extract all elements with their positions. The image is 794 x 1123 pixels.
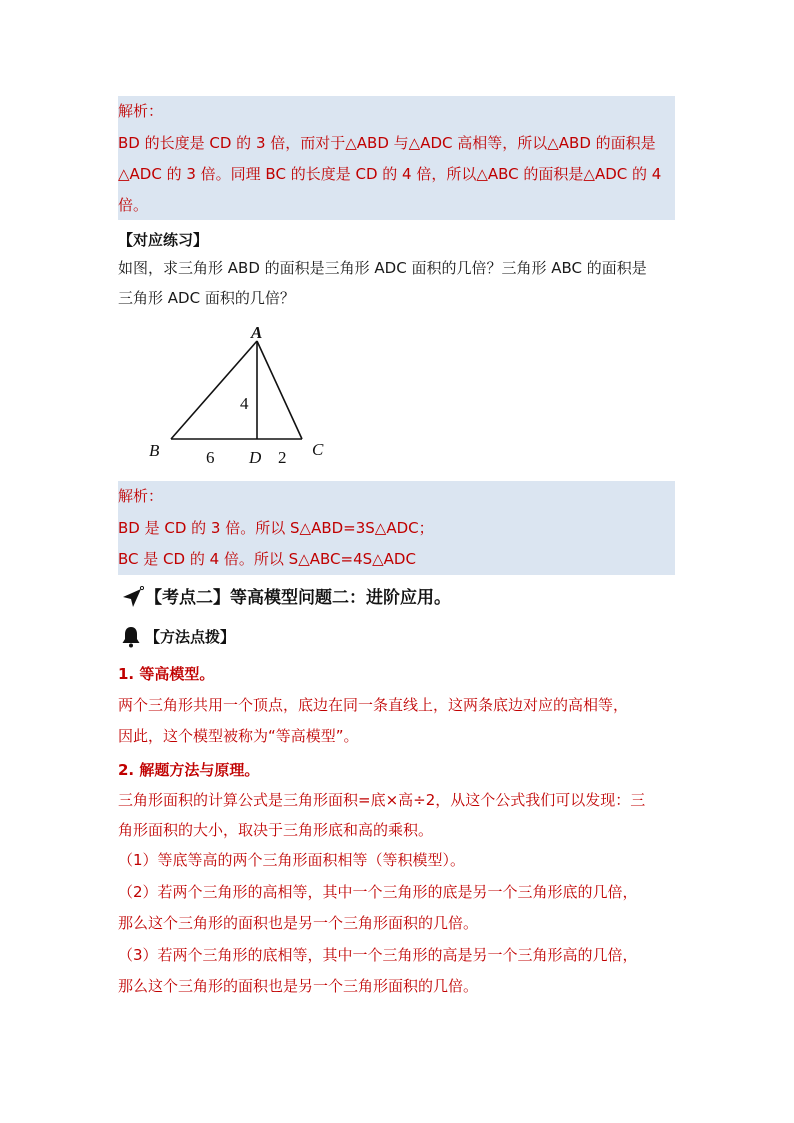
point-2-text: 三角形面积的计算公式是三角形面积=底×高÷2，从这个公式我们可以发现：三	[118, 791, 646, 809]
vertex-a-label: A	[251, 323, 263, 342]
method-title: 【方法点拨】	[145, 628, 236, 646]
analysis-line: BD 是 CD 的 3 倍。所以 S△ABD=3S△ADC；	[118, 519, 434, 537]
practice-title: 【对应练习】	[118, 231, 209, 249]
side-ab	[171, 341, 257, 439]
analysis-line: △ADC 的 3 倍。同理 BC 的长度是 CD 的 4 倍，所以△ABC 的面积是△ADC 的 4	[118, 165, 662, 183]
analysis-line: 倍。	[118, 196, 149, 214]
point-1-text: 两个三角形共用一个顶点，底边在同一条直线上，这两条底边对应的高相等，	[118, 696, 629, 714]
bd-length-label: 6	[206, 448, 215, 467]
point-1-title: 1. 等高模型。	[118, 665, 215, 683]
point-2-title: 2. 解题方法与原理。	[118, 761, 260, 779]
point-1-text: 因此，这个模型被称为“等高模型”。	[118, 727, 359, 745]
analysis-line: BC 是 CD 的 4 倍。所以 S△ABC=4S△ADC	[118, 550, 416, 568]
analysis-label: 解析：	[118, 102, 164, 120]
point-d-label: D	[249, 448, 262, 467]
bell-icon	[121, 626, 141, 648]
analysis-line: BD 的长度是 CD 的 3 倍，而对于△ABD 与△ADC 高相等，所以△ABD 的面积是	[118, 134, 656, 152]
point-2-text: （3）若两个三角形的底相等，其中一个三角形的高是另一个三角形高的几倍，	[118, 946, 638, 964]
point-2-text: 角形面积的大小，取决于三角形底和高的乘积。	[118, 821, 434, 839]
practice-question: 三角形 ADC 面积的几倍？	[118, 289, 295, 307]
vertex-c-label: C	[312, 440, 324, 459]
point-2-text: 那么这个三角形的面积也是另一个三角形面积的几倍。	[118, 977, 479, 995]
height-label: 4	[240, 394, 249, 413]
section-title: 【考点二】等高模型问题二：进阶应用。	[145, 588, 451, 608]
point-2-text: （1）等底等高的两个三角形面积相等（等积模型）。	[118, 851, 466, 869]
side-ac	[257, 341, 302, 439]
vertex-b-label: B	[149, 441, 160, 460]
dc-length-label: 2	[278, 448, 287, 467]
practice-question: 如图，求三角形 ABD 的面积是三角形 ADC 面积的几倍？三角形 ABC 的面积是	[118, 259, 647, 277]
send-arrow-icon	[120, 586, 144, 610]
analysis-label: 解析：	[118, 487, 164, 505]
point-2-text: 那么这个三角形的面积也是另一个三角形面积的几倍。	[118, 914, 479, 932]
point-2-text: （2）若两个三角形的高相等，其中一个三角形的底是另一个三角形底的几倍，	[118, 883, 638, 901]
